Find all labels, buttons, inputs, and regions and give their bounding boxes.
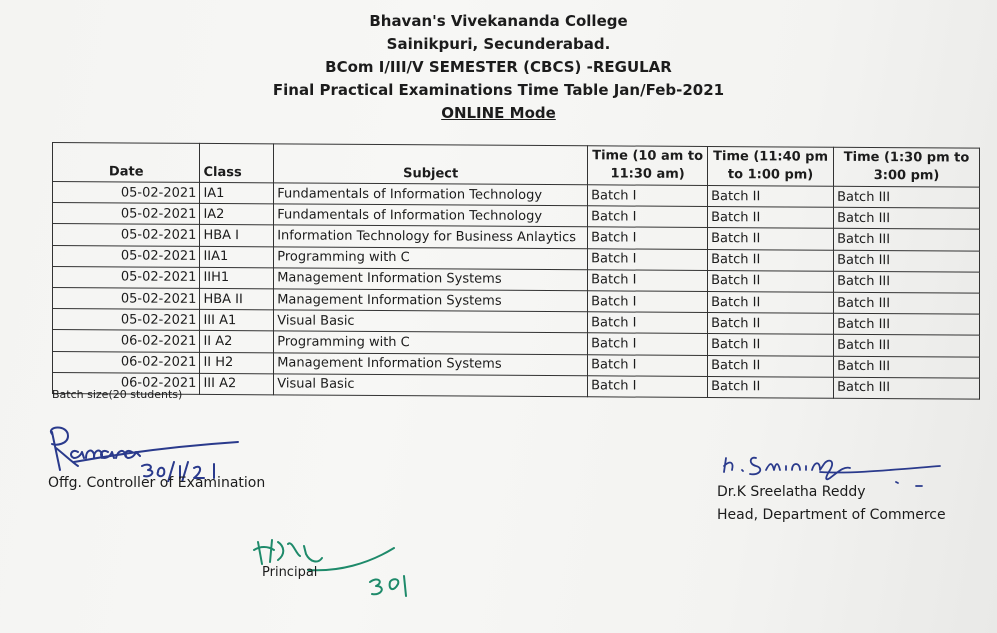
header-time-slot-3	[834, 147, 980, 187]
college-name: Bhavan's Vivekananda College	[369, 12, 628, 30]
header-time-slot-1	[588, 146, 708, 186]
cell-slot-3: Batch III	[834, 313, 980, 335]
cell-slot-3: Batch III	[834, 250, 980, 272]
cell-class: HBA I	[200, 225, 274, 247]
cell-subject: Visual Basic	[274, 374, 588, 397]
cell-date: 06-02-2021	[53, 351, 200, 373]
cell-date: 05-02-2021	[53, 266, 200, 288]
exam-title: Final Practical Examinations Time Table Jan/Feb-2021	[272, 81, 725, 99]
cell-class: HBA II	[200, 288, 274, 310]
cell-slot-2: Batch II	[708, 334, 834, 356]
cell-subject: Visual Basic	[274, 310, 588, 333]
cell-subject: Information Technology for Business Anlaytics	[274, 225, 588, 248]
cell-class: III A1	[200, 310, 274, 332]
cell-slot-2: Batch II	[708, 291, 834, 313]
controller-title: Offg. Controller of Examination	[48, 475, 266, 491]
cell-date: 05-02-2021	[53, 287, 200, 309]
cell-subject: Management Information Systems	[274, 352, 588, 375]
time-slot-1-line2: 11:30 am)	[610, 166, 685, 182]
timetable-header-row	[53, 143, 980, 188]
cell-class: II A2	[200, 331, 274, 353]
header-class: Class	[200, 143, 274, 182]
cell-subject: Management Information Systems	[274, 289, 588, 312]
cell-slot-3: Batch III	[834, 377, 980, 399]
header-date: Date	[53, 143, 200, 183]
cell-subject: Fundamentals of Information Technology	[274, 204, 588, 227]
cell-slot-3: Batch III	[834, 271, 980, 293]
cell-date: 06-02-2021	[53, 372, 200, 394]
cell-slot-3: Batch III	[834, 335, 980, 357]
controller-signature	[38, 422, 258, 482]
batch-size-note: Batch size(20 students)	[52, 388, 183, 401]
program-title: BCom I/III/V SEMESTER (CBCS) -REGULAR	[325, 58, 672, 76]
table-row	[53, 372, 980, 399]
time-slot-2-line2: to 1:00 pm)	[727, 167, 814, 183]
cell-slot-1: Batch I	[588, 354, 708, 376]
cell-date: 05-02-2021	[53, 224, 200, 246]
college-address: Sainikpuri, Secunderabad.	[386, 35, 611, 53]
cell-subject: Programming with C	[274, 246, 588, 269]
time-slot-3-line1: Time (1:30 pm to	[843, 149, 970, 166]
cell-subject: Fundamentals of Information Technology	[274, 183, 588, 206]
cell-slot-1: Batch I	[588, 206, 708, 228]
cell-slot-2: Batch II	[708, 376, 834, 398]
cell-class: IIH1	[200, 267, 274, 289]
cell-slot-1: Batch I	[588, 248, 708, 270]
time-slot-2-line1: Time (11:40 pm	[713, 149, 829, 165]
hod-name: Dr.K Sreelatha Reddy	[717, 484, 866, 500]
cell-slot-3: Batch III	[834, 229, 980, 251]
cell-slot-1: Batch I	[588, 227, 708, 249]
cell-date: 05-02-2021	[53, 309, 200, 331]
cell-slot-2: Batch II	[708, 313, 834, 335]
time-slot-1-line1: Time (10 am to	[592, 148, 703, 164]
cell-slot-2: Batch II	[708, 249, 834, 271]
cell-slot-2: Batch II	[708, 355, 834, 377]
cell-slot-1: Batch I	[588, 333, 708, 355]
cell-class: II H2	[200, 352, 274, 374]
hod-title: Head, Department of Commerce	[717, 507, 946, 523]
time-slot-3-line2: 3:00 pm)	[873, 168, 940, 184]
cell-slot-3: Batch III	[834, 186, 980, 208]
header-subject: Subject	[274, 144, 588, 185]
timetable	[52, 142, 980, 400]
cell-date: 05-02-2021	[53, 182, 200, 204]
cell-class: IA1	[200, 182, 274, 204]
cell-slot-2: Batch II	[708, 186, 834, 208]
cell-date: 06-02-2021	[53, 330, 200, 352]
cell-slot-2: Batch II	[708, 207, 834, 229]
cell-slot-1: Batch I	[588, 270, 708, 292]
principal-title: Principal	[262, 565, 318, 580]
cell-slot-1: Batch I	[588, 291, 708, 313]
cell-slot-1: Batch I	[588, 185, 708, 207]
cell-class: IA2	[200, 204, 274, 226]
cell-subject: Programming with C	[274, 331, 588, 354]
cell-slot-3: Batch III	[834, 207, 980, 229]
cell-date: 05-02-2021	[53, 245, 200, 267]
cell-subject: Management Information Systems	[274, 268, 588, 291]
exam-mode: ONLINE Mode	[441, 104, 556, 122]
header-time-slot-2	[708, 147, 834, 187]
cell-slot-1: Batch I	[588, 312, 708, 334]
cell-slot-3: Batch III	[834, 292, 980, 314]
cell-class: IIA1	[200, 246, 274, 268]
cell-slot-1: Batch I	[588, 375, 708, 397]
cell-slot-2: Batch II	[708, 228, 834, 250]
cell-slot-2: Batch II	[708, 270, 834, 292]
cell-class: III A2	[200, 373, 274, 395]
cell-slot-3: Batch III	[834, 356, 980, 378]
cell-date: 05-02-2021	[53, 203, 200, 225]
document-header	[0, 10, 997, 125]
